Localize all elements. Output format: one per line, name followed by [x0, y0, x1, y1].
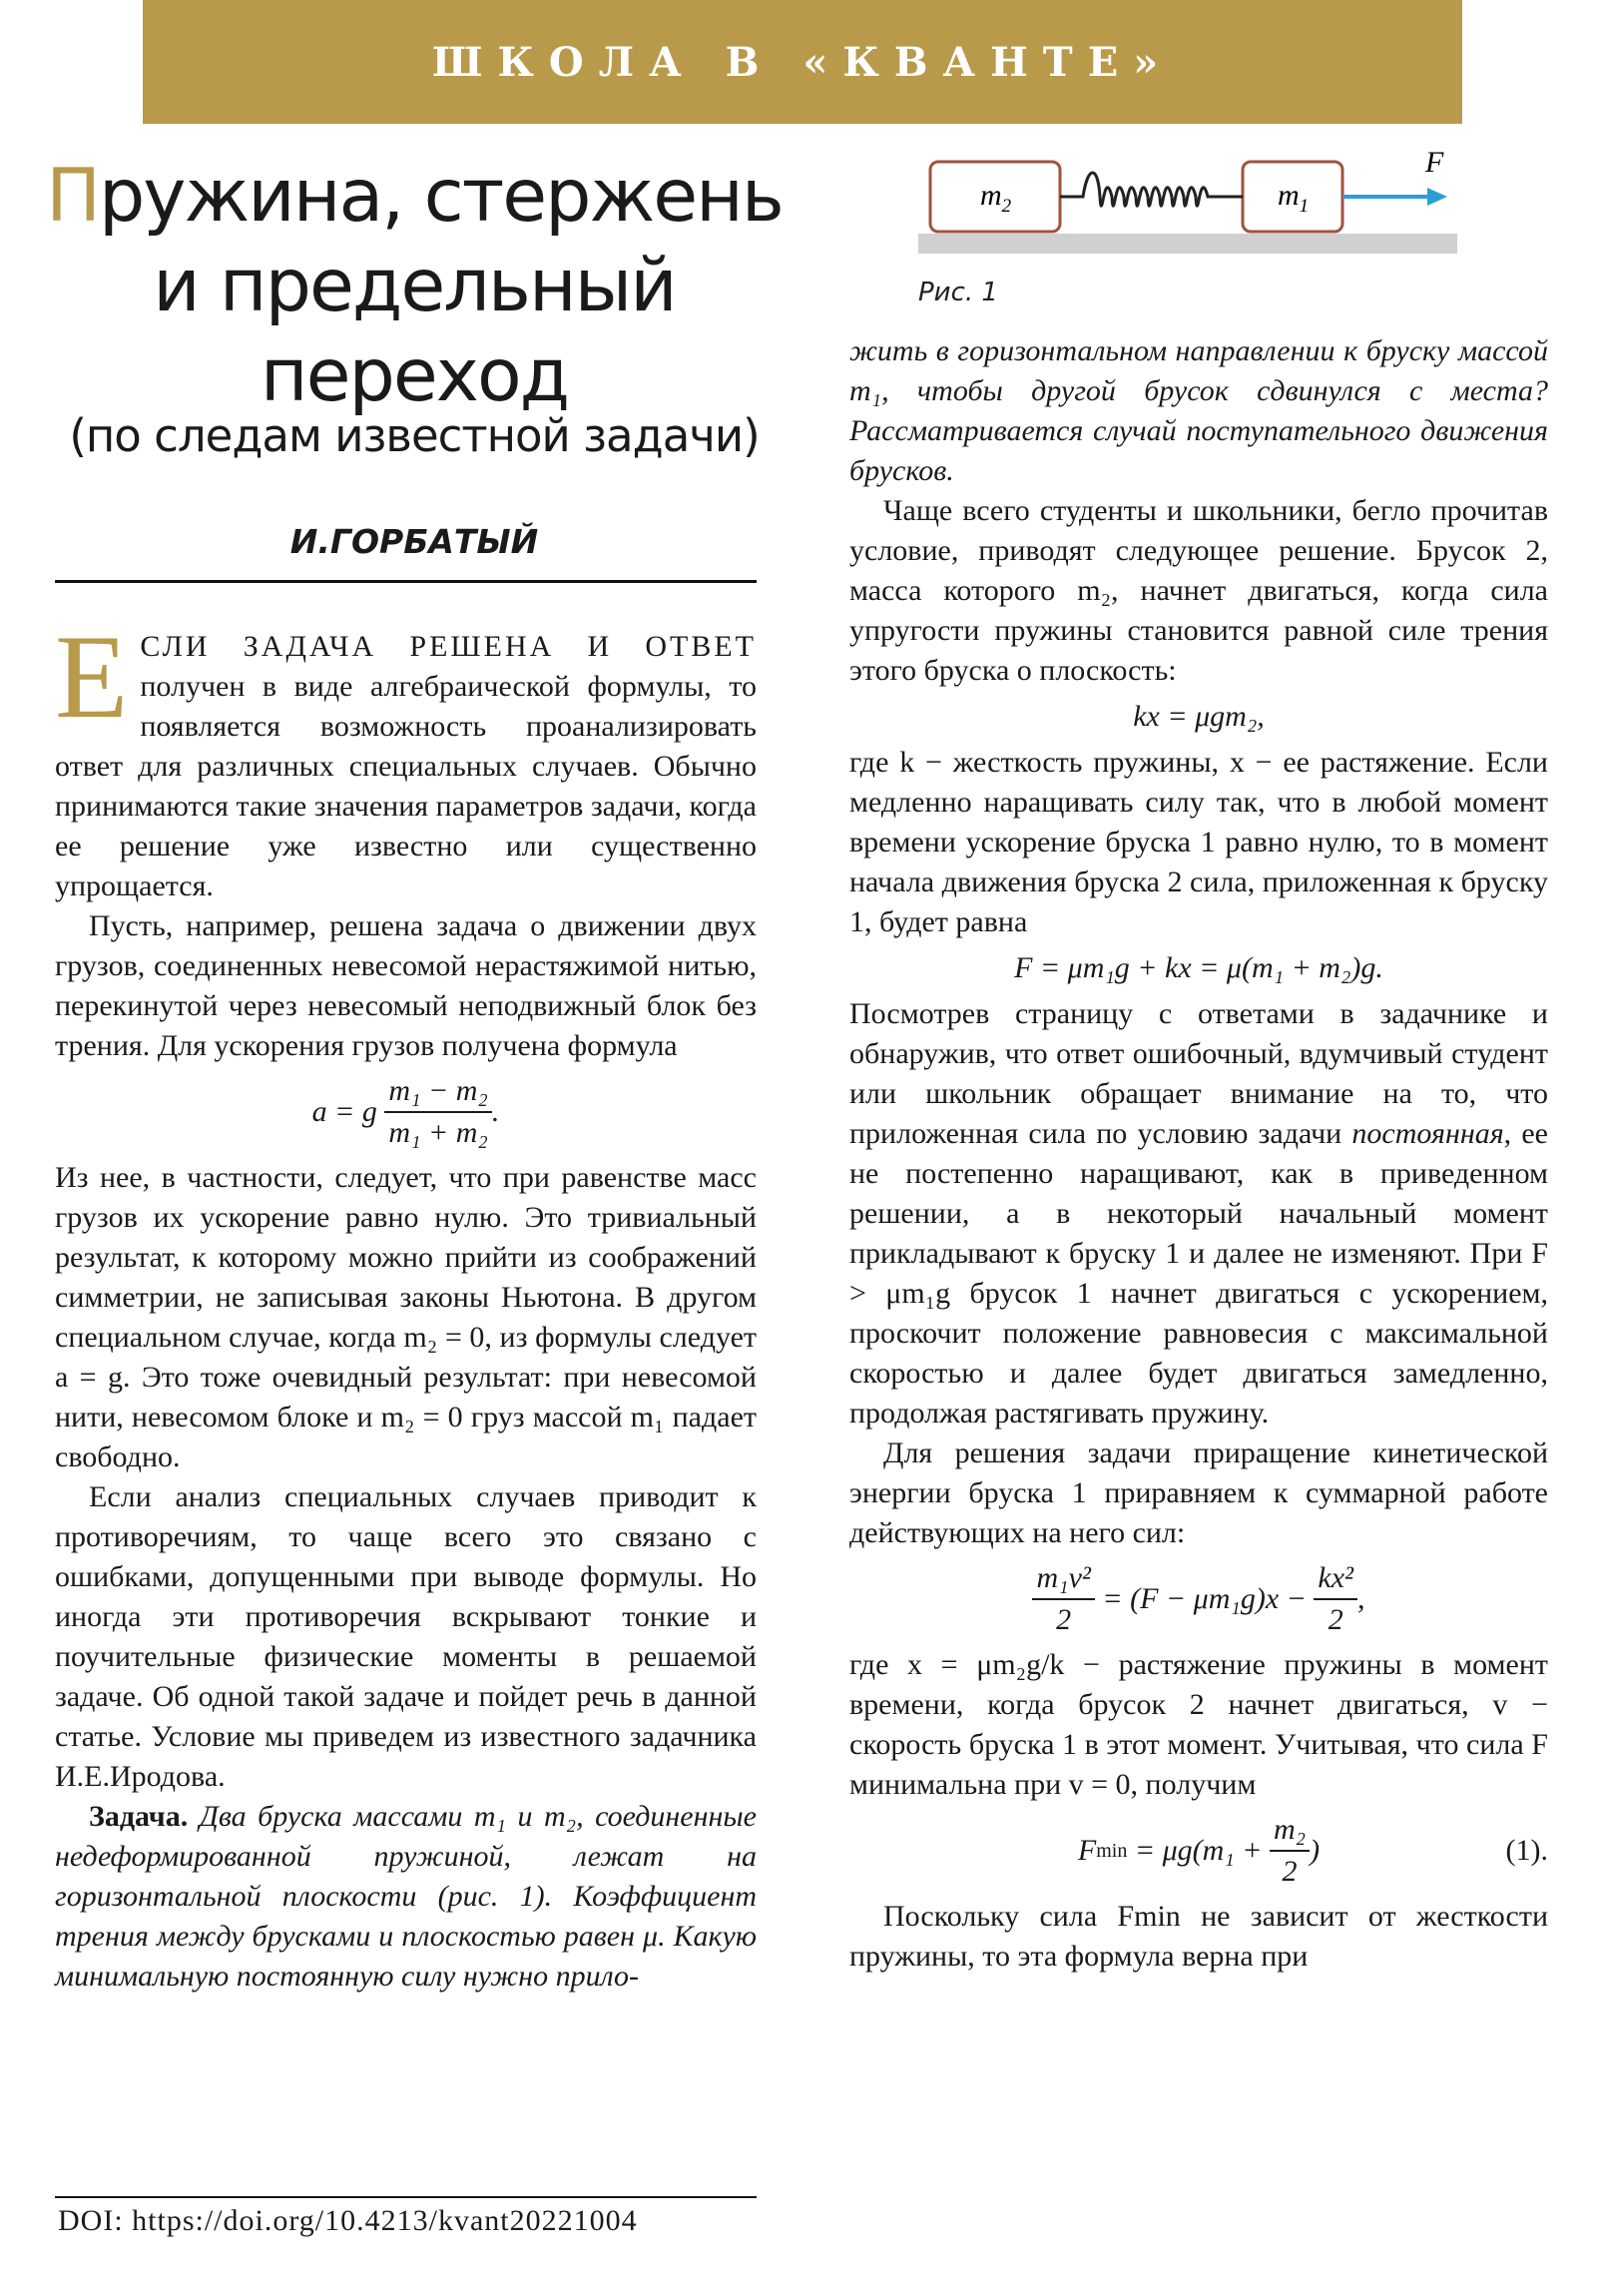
paragraph-r4: Для решения задачи приращение кинетической энергии бруска 1 приравняем к суммарной работе действующих на него сил: — [849, 1436, 1548, 1549]
formula-acceleration: a = g $\frac{\text{m₁ − m₂}}{\text{m₁ + m₂}}$ . — [55, 1066, 757, 1158]
footer-divider — [55, 2196, 757, 2198]
paragraph-4: Если анализ специальных случаев приводит к противоречиям, то чаще всего это связано с ошибками, допущенными при выводе формулы. Но иногда эти противоречия вскрывают тонкие и поучительные физические моменты в решаемой задаче. Об одной такой задаче и пойдет речь в данной статье. Условие мы приведем из известного задачника И.Е.Иродова. — [55, 1480, 757, 1793]
paragraph-r6: Поскольку сила Fmin не зависит от жесткости пружины, то эта формула верна при — [849, 1900, 1548, 1973]
formula-force: F = μm₁g + kx = μ(m₁ + m₂)g. — [1014, 951, 1383, 984]
article-subtitle: (по следам известной задачи) — [69, 409, 760, 462]
formula-equilibrium: kx = μgm₂, — [1133, 700, 1265, 733]
article-title — [40, 152, 789, 421]
title-line1: ружина, стержень — [98, 154, 783, 239]
paragraph-r2: где k − жесткость пружины, x − ее растяжение. Если медленно наращивать силу так, что в любой момент времени ускорение бруска 1 равно нулю, то в момент начала движения бруска 2 сила, приложенная к бруску 1, будет равна — [849, 746, 1548, 938]
author: И.ГОРБАТЫЙ — [289, 522, 539, 561]
title-line3: переход — [260, 333, 569, 418]
intro-text: получен в виде алгебраической формулы, то появляется возможность проанализировать ответ для различных специальных случаев. Обычно принимаются такие значения параметров задачи, когда ее решение уже известно или существенно упрощается. — [55, 670, 757, 902]
force-arrow-head — [1427, 188, 1447, 206]
section-title: ШКОЛА В «КВАНТЕ» — [431, 38, 1174, 86]
spring — [1060, 173, 1243, 206]
equation-number: (1). — [1505, 1834, 1548, 1867]
paragraph-2: Пусть, например, решена задача о движении двух грузов, соединенных невесомой нерастяжимой нитью, перекинутой через невесомый неподвижный блок без трения. Для ускорения грузов получена формула — [55, 909, 757, 1062]
floor — [918, 234, 1457, 254]
paragraph-r5: где x = μm₂g/k − растяжение пружины в момент времени, когда брусок 2 начнет двигаться, v − скорость бруска 1 в этот момент. Учитывая, что сила F минимальна при v = 0, получим — [849, 1648, 1548, 1801]
right-column — [849, 331, 1548, 1977]
title-line2: и предельный — [153, 244, 676, 328]
problem-statement: Два бруска массами m₁ и m₂, соединенные недеформированной пружиной, лежат на горизонтальной плоскости (рис. 1). Коэффициент трения между брусками и плоскостью равен μ. Какую минимальную постоянную силу нужно прило- — [55, 1800, 757, 1993]
formula-fmin: F min = μg(m₁ + $\frac{\text{m₂}}{2}$ ) (1). — [849, 1805, 1548, 1897]
left-column — [55, 610, 757, 1997]
label-m2: $m_2$ — [980, 179, 1012, 217]
figure-caption: Рис. 1 — [918, 278, 998, 307]
paragraph-problem — [55, 1797, 757, 1997]
intro-caps: СЛИ ЗАДАЧА РЕШЕНА И ОТВЕТ — [140, 630, 757, 663]
drop-cap: Е — [55, 610, 129, 743]
doi-link[interactable]: DOI: https://doi.org/10.4213/kvant20221004 — [58, 2204, 638, 2237]
label-force: F — [1425, 146, 1444, 179]
problem-continuation: жить в горизонтальном направлении к бруску массой m₁, чтобы другой брусок сдвинулся с места? Рассматривается случай поступательного движения брусков. — [849, 334, 1548, 487]
author-divider — [55, 580, 757, 583]
problem-label: Задача. — [89, 1800, 189, 1833]
paragraph-r1: Чаще всего студенты и школьники, бегло прочитав условие, приводят следующее решение. Брусок 2, масса которого m₂, начнет двигаться, когда сила упругости пружины становится равной силе трения этого бруска о плоскость: — [849, 494, 1548, 687]
figure-1-diagram — [918, 140, 1457, 270]
label-m1: $m_1$ — [1278, 179, 1310, 217]
paragraph-intro — [55, 610, 757, 906]
paragraph-r3: Посмотрев страницу с ответами в задачнике и обнаружив, что ответ ошибочный, вдумчивый студент или школьник обращает внимание на то, что приложенная сила по условию задачи постоянная, ее не постепенно наращивают, как в приведенном решении, а в некоторый начальный момент прикладывают к бруску 1 и далее не изменяют. При F > μm₁g брусок 1 начнет двигаться с ускорением, проскочит положение равновесия с максимальной скоростью и далее будет двигаться замедленно, продолжая растягивать пружину. — [849, 997, 1548, 1430]
section-header — [143, 0, 1462, 124]
title-first-letter: П — [46, 154, 99, 239]
paragraph-3: Из нее, в частности, следует, что при равенстве масс грузов их ускорение равно нулю. Это тривиальный результат, к которому можно прийти из соображений симметрии, не записывая законы Ньютона. В другом специальном случае, когда m₂ = 0, из формулы следует a = g. Это тоже очевидный результат: при невесомой нити, невесомом блоке и m₂ = 0 груз массой m₁ падает свободно. — [55, 1161, 757, 1473]
formula-energy: $\frac{\text{m₁v²}}{2}$ = (F − μm₁g)x − $\frac{\text{kx²}}{2}$ , — [849, 1553, 1548, 1645]
